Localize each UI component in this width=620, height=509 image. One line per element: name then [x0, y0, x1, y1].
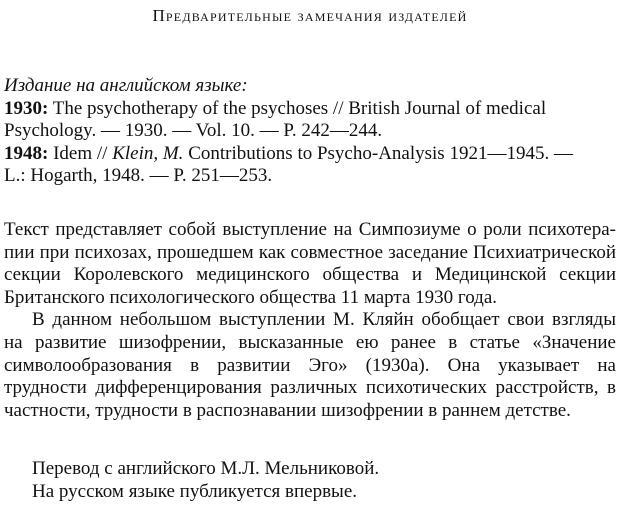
edition-entry-1930-line-1 [4, 98, 616, 121]
publication-note: На русском языке публикуется впервые. [32, 480, 358, 502]
edition-heading: Издание на английском языке: [4, 75, 248, 96]
edition-entry-1948-line-1 [4, 143, 616, 166]
paragraph-1-line: Британского психологического общества 11 марта 1930 года. [4, 286, 498, 308]
edition-citation: The psychotherapy of the psychoses // British Journal of medical [52, 97, 547, 119]
paragraph-2-line: на развитие шизофрении, высказанные ею ранее в статье «Значение [4, 331, 616, 353]
edition-author: Klein, M. [112, 142, 184, 164]
paragraph-1-line: секции Королевского медицинского общества и Медицинской секции [4, 264, 616, 286]
edition-citation: Contributions to Psycho-Analysis 1921—1945. — [188, 142, 573, 164]
paragraph-2-line: частности, трудности в распознавании шизофрении в раннем детстве. [4, 399, 571, 421]
edition-entry-1930-line-2: Psychology. — 1930. — Vol. 10. — P. 242—244. [4, 120, 383, 142]
edition-info [4, 75, 616, 188]
paragraph-2-line: трудности дифференцирования различных психотических расстройств, в [4, 377, 616, 399]
paragraph-1-line: Текст представляет собой выступление на Симпозиуме о роли психотера- [4, 219, 616, 240]
translator-note [32, 458, 379, 503]
edition-citation-prefix: Idem // [53, 142, 108, 164]
edition-entry-1948-line-2: L.: Hogarth, 1948. — P. 251—253. [4, 165, 273, 187]
paragraph-2-line: В данном небольшом выступлении М. Кляйн обобщает свои взгляды [32, 309, 616, 331]
edition-year: 1948: [4, 142, 49, 164]
body-text [4, 219, 616, 422]
paragraph-2-line: символообразования в развитии Эго» (1930a). Она указывает на [4, 354, 616, 376]
paragraph-1-line: пии при психозах, прошедшем как совместное заседание Психиатрической [4, 241, 616, 263]
page-header: Предварительные замечания издателей [152, 6, 468, 25]
edition-year: 1930: [4, 97, 49, 119]
translator-line: Перевод с английского М.Л. Мельниковой. [32, 458, 380, 479]
